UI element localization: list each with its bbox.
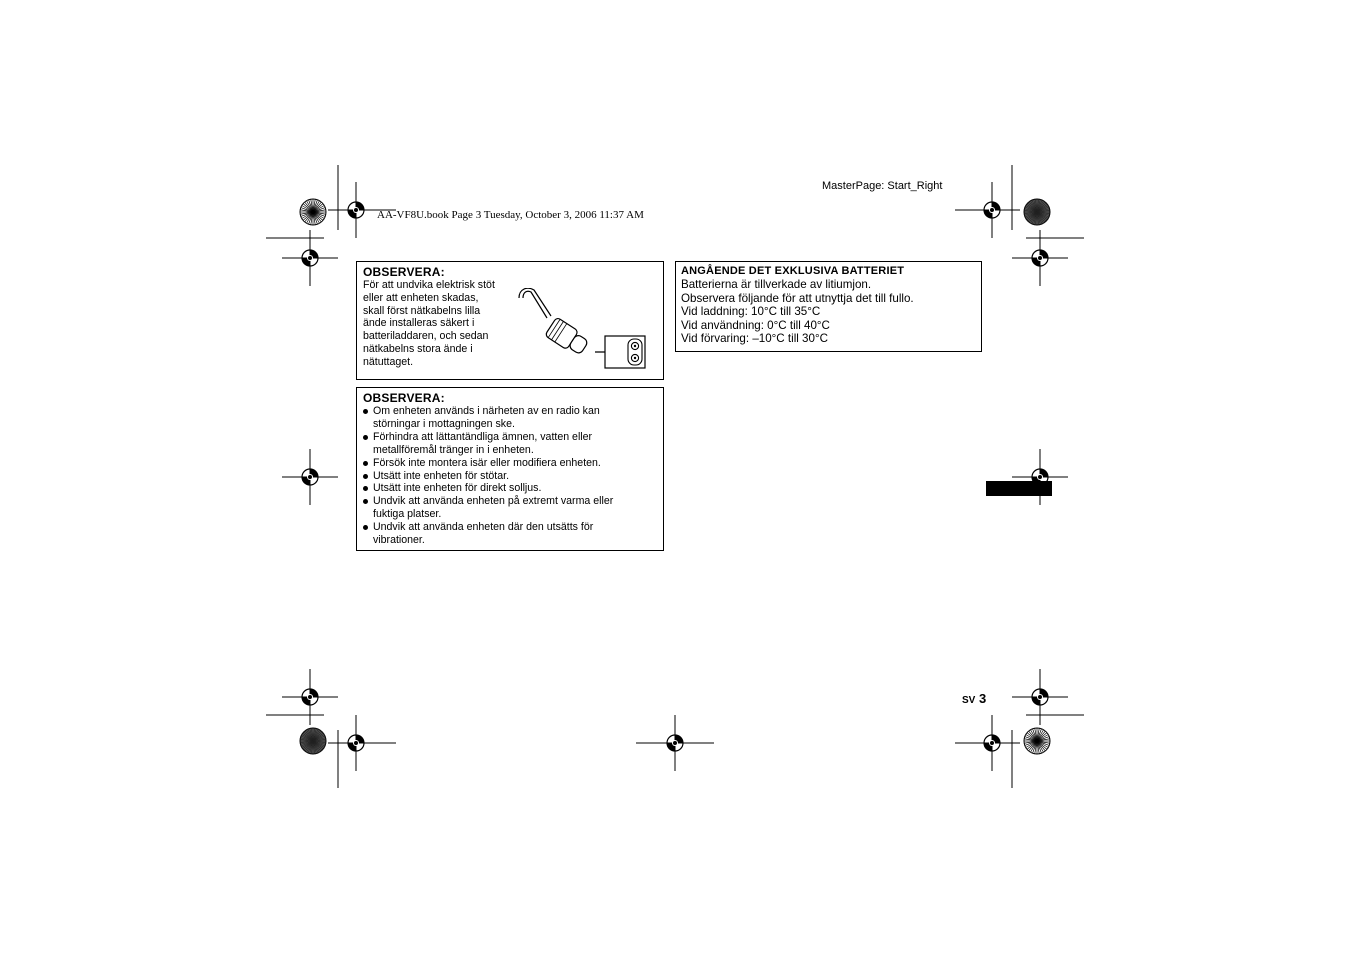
registration-dot [308,695,312,699]
page-number [962,691,986,706]
battery-heading: ANGÅENDE DET EXKLUSIVA BATTERIET [681,265,905,277]
bullet-dot-icon [363,474,368,479]
list-item-line: vibrationer. [373,534,425,547]
list-item-line: fuktiga platser. [373,508,442,521]
caution-line: skall först nätkabelns lilla [363,304,481,317]
list-item-line: Försök inte montera isär eller modifiera enheten. [373,456,601,469]
registration-dot [673,741,677,745]
page-language-code: SV [962,695,976,706]
battery-info-box [675,261,982,352]
list-item-line: Undvik att använda enheten på extremt varma eller [373,495,614,508]
list-item [363,405,659,431]
caution-line: batteriladdaren, och sedan [363,330,489,343]
bullet-dot-icon [363,409,368,414]
caution-box-general [356,387,664,551]
book-file-line: AA-VF8U.book Page 3 Tuesday, October 3, 2006 11:37 AM [377,209,644,221]
registration-dot [354,208,358,212]
list-item-line: Undvik att använda enheten där den utsätts för [373,521,594,534]
language-section-tab [986,481,1052,496]
list-item-line: Förhindra att lättantändliga ämnen, vatten eller [373,430,593,443]
list-item [363,457,659,470]
battery-line: Vid förvaring: –10°C till 30°C [681,332,828,346]
list-item-line: Om enheten används i närheten av en radio kan [373,405,600,417]
registration-dot [308,475,312,479]
caution-line: För att undvika elektrisk stöt [363,279,495,291]
list-item-line: Utsätt inte enheten för stötar. [373,469,510,482]
caution-line: nätkabelns stora ände i [363,342,473,355]
battery-line: Vid användning: 0°C till 40°C [681,318,830,332]
registration-dot [354,741,358,745]
registration-dot [1038,256,1042,260]
battery-line: Vid laddning: 10°C till 35°C [681,305,821,319]
battery-line: Observera följande för att utnyttja det till fullo. [681,291,914,305]
registration-dot [1038,695,1042,699]
power-cable-plug-illustration [517,288,647,370]
caution-heading: OBSERVERA: [363,265,445,279]
caution-text [363,279,508,369]
list-item [363,482,659,495]
caution-line: eller att enheten skadas, [363,291,479,304]
page-number-value: 3 [978,691,987,706]
list-item-line: metallföremål tränger in i enheten. [373,443,534,456]
registration-dot [1038,475,1042,479]
caution-list [363,405,659,547]
caution-box-power-cable [356,261,664,380]
battery-line: Batterierna är tillverkade av litiumjon. [681,278,872,291]
caution-line: ände installeras säkert i [363,317,475,330]
master-page-label: MasterPage: Start_Right [822,180,943,192]
caution-heading: OBSERVERA: [363,391,445,405]
registration-dot [308,256,312,260]
list-item-line: störningar i mottagningen ske. [373,417,515,430]
bullet-dot-icon [363,525,368,530]
list-item [363,521,659,547]
list-item-line: Utsätt inte enheten för direkt solljus. [373,482,542,495]
bullet-dot-icon [363,486,368,491]
registration-dot [990,741,994,745]
registration-dot [990,208,994,212]
list-item [363,431,659,457]
bullet-dot-icon [363,499,368,504]
list-item [363,495,659,521]
battery-text [681,278,914,346]
bullet-dot-icon [363,461,368,466]
bullet-dot-icon [363,435,368,440]
list-item [363,470,659,483]
caution-line: nätuttaget. [363,355,414,368]
